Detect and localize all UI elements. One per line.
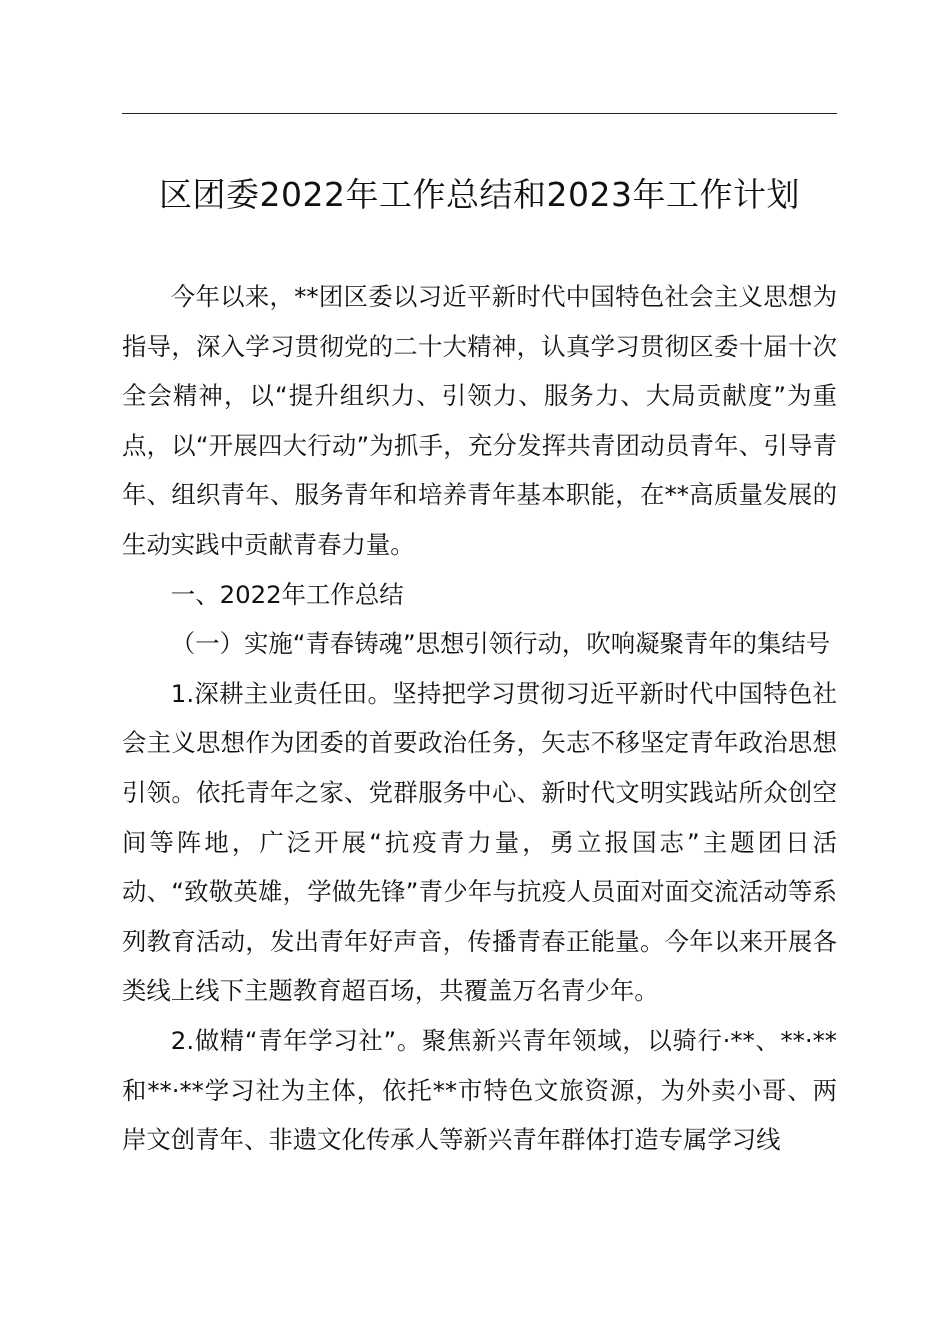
body-paragraph-item-1: 1.深耕主业责任田。坚持把学习贯彻习近平新时代中国特色社会主义思想作为团委的首要政治任务，矢志不移坚定青年政治思想引领。依托青年之家、党群服务中心、新时代文明实践站所众创空间等阵地，广泛开展“抗疫青力量，勇立报国志”主题团日活动、“致敬英雄，学做先锋”青少年与抗疫人员面对面交流活动等系列教育活动，发出青年好声音，传播青春正能量。今年以来开展各类线上线下主题教育超百场，共覆盖万名青少年。 [122,678,837,1006]
section-heading-2022-summary: 一、2022年工作总结 [170,579,404,609]
document-body [122,272,837,1165]
body-paragraph-item-2: 2.做精“青年学习社”。聚焦新兴青年领域，以骑行·**、**·**和**·**学习社为主体，依托**市特色文旅资源，为外卖小哥、两岸文创青年、非遗文化传承人等新兴青年群体打造专属学习线 [122,1025,837,1155]
document-title: 区团委2022年工作总结和2023年工作计划 [159,175,800,214]
header-rule [122,113,837,114]
intro-paragraph: 今年以来，**团区委以习近平新时代中国特色社会主义思想为指导，深入学习贯彻党的二十大精神，认真学习贯彻区委十届十次全会精神，以“提升组织力、引领力、服务力、大局贡献度”为重点，以“开展四大行动”为抓手，充分发挥共青团动员青年、引导青年、组织青年、服务青年和培养青年基本职能，在**高质量发展的生动实践中贡献青春力量。 [122,282,837,559]
subsection-heading-1: （一）实施“青春铸魂”思想引领行动，吹响凝聚青年的集结号 [170,629,831,659]
